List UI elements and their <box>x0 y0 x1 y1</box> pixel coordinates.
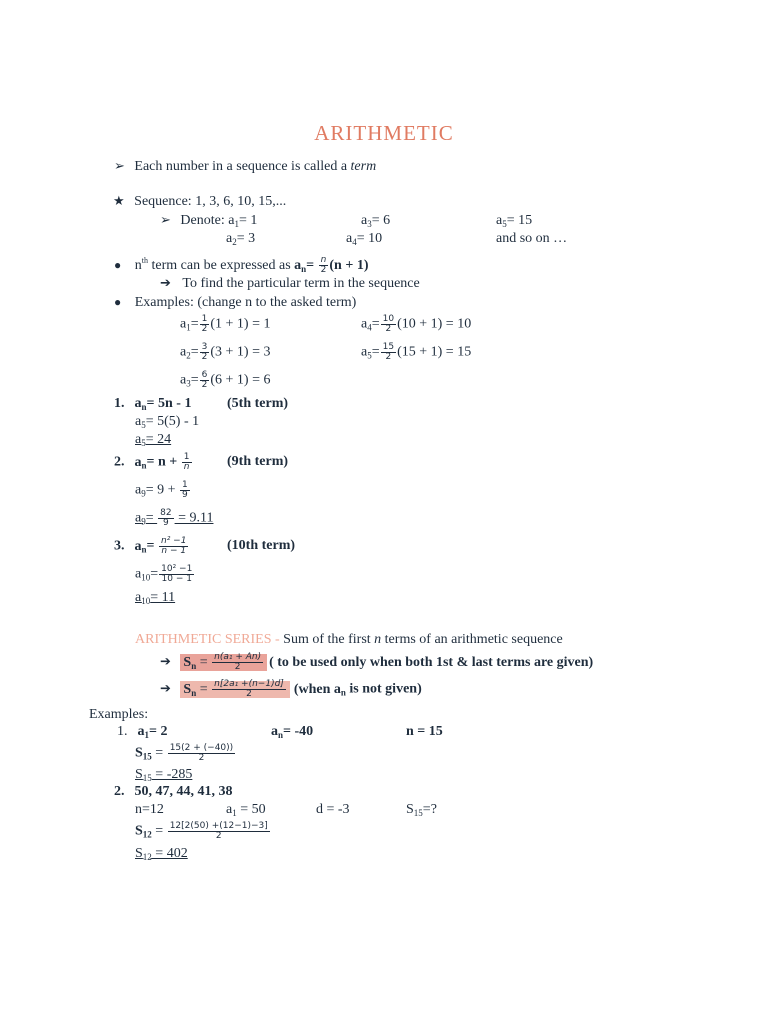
ex2-p2-n: n=12 <box>135 802 164 817</box>
dot-bullet-icon: ● <box>114 258 122 272</box>
formula-highlight: $S_n$ = $\frac{\text{n[2a₁ +(n−1)d]}}{2}$ <box>180 681 289 698</box>
examples-heading: ● Examples: (change n to the asked term) <box>114 295 357 310</box>
ex2-p1-givens: 1. $a_1= 2$ <box>117 724 168 740</box>
arrow-right-icon: ➔ <box>160 276 171 291</box>
dot-bullet-icon: ● <box>114 295 122 309</box>
arrowhead-bullet-icon: ➢ <box>114 159 125 174</box>
arrowhead-bullet-icon: ➢ <box>160 213 171 228</box>
ex2-p2-step: $S_{12}$ = $\frac{12[2(50) +(12-1)-3]}{2}$ <box>135 821 268 841</box>
problem-1-which: (5th term) <box>227 396 289 411</box>
denote-label: Denote: <box>180 213 229 228</box>
intro-line <box>114 158 376 176</box>
ex2-p2-sq: $S_{15}=$? <box>406 802 437 818</box>
ex2-p1-an: $a_n= -40$ <box>271 724 314 740</box>
sequence-text: Sequence: 1, 3, 6, 10, 15,... <box>134 194 287 209</box>
arrow-right-icon: ➔ <box>160 654 171 670</box>
problem-2-answer: $a_9=$ $\frac{82}{9}$ = 9.11 <box>135 508 214 528</box>
denote-line: ➢ Denote: $a_1= 1$ <box>160 213 258 229</box>
examples-2-label: Examples: <box>89 707 149 722</box>
example-row: $a_5=$ $\frac{15}{2}$ (15 + 1) = 15 <box>361 342 472 362</box>
problem-2-step: $a_9= 9$ + $\frac{1}{9}$ <box>135 480 188 500</box>
denote-and-so-on: and so on … <box>496 231 568 246</box>
intro-text: Each number in a sequence is called a <box>134 159 351 174</box>
series-heading: ARITHMETIC SERIES - Sum of the first n terms of an arithmetic sequence <box>135 632 563 647</box>
problem-3-which: (10th term) <box>227 538 296 553</box>
denote-a3: $a_3= 6$ <box>361 213 391 229</box>
fraction: $\frac{n}{2}$ <box>320 255 327 276</box>
page-title: ARITHMETIC <box>314 121 454 145</box>
problem-3-answer: $a_{10}= 11$ <box>135 590 176 606</box>
ex2-p1-answer: $S_{15} = -285$ <box>135 767 193 783</box>
problem-3-step: $a_{10}=$ $\frac{\text{10² −1}}{10 - 1}$ <box>135 564 193 584</box>
ex2-p2-a1: $a_1 = 50$ <box>226 802 266 818</box>
example-row: $a_4=$ $\frac{10}{2}$ (10 + 1) = 10 <box>361 314 472 334</box>
star-bullet-icon: ★ <box>113 194 125 209</box>
denote-a2: $a_2= 3$ <box>226 231 256 247</box>
nth-term-line: ● $n^{th}$ term can be expressed as $a_n=$ $\frac{n}{2}$ (n + 1) <box>114 255 369 276</box>
series-formula-1: ➔ $S_n$ = $\frac{\text{n(a₁ + An)}}{2}$ ( to be used only when both 1st & last terms are given) <box>160 652 594 672</box>
ex2-p2-answer: $S_{12} = 402$ <box>135 846 188 862</box>
example-row: $a_2=$ $\frac{3}{2}$ (3 + 1) = 3 <box>180 342 271 362</box>
problem-1-heading: 1. $a_n= 5n - 1$ <box>114 396 192 412</box>
intro-term: term <box>350 159 377 174</box>
ex2-p2-heading: 2. 50, 47, 44, 41, 38 <box>114 784 233 799</box>
problem-2-which: (9th term) <box>227 454 289 469</box>
formula-highlight: $S_n$ = $\frac{\text{n(a₁ + An)}}{2}$ <box>180 654 267 671</box>
problem-3-heading: 3. $a_n=$ $\frac{\text{n² −1}}{n - 1}$ <box>114 536 187 556</box>
denote-a4: $a_4= 10$ <box>346 231 383 247</box>
problem-2-heading: 2. $a_n= n$ + $\frac{1}{n}$ <box>114 452 190 472</box>
problem-1-step: $a_5= 5(5) - 1$ <box>135 414 200 430</box>
denote-a5: $a_5= 15$ <box>496 213 533 229</box>
arrow-right-icon: ➔ <box>160 681 171 697</box>
example-row: $a_1=$ $\frac{1}{2}$ (1 + 1) = 1 <box>180 314 271 334</box>
problem-1-answer: $a_5= 24$ <box>135 432 172 448</box>
ex2-p1-step: $S_{15}$ = $\frac{15(2 + (-40))}{2}$ <box>135 743 234 763</box>
sequence-line <box>113 193 286 211</box>
ex2-p1-n: n = 15 <box>406 724 443 739</box>
nth-sub-line: ➔ To find the particular term in the sequence <box>160 276 420 291</box>
series-formula-2: ➔ $S_n$ = $\frac{\text{n[2a₁ +(n−1)d]}}{2}$ (when $a_n$ is not given) <box>160 679 422 699</box>
series-label: ARITHMETIC SERIES - <box>135 632 284 647</box>
ex2-p2-d: d = -3 <box>316 802 350 817</box>
example-row: $a_3=$ $\frac{6}{2}$ (6 + 1) = 6 <box>180 370 271 390</box>
